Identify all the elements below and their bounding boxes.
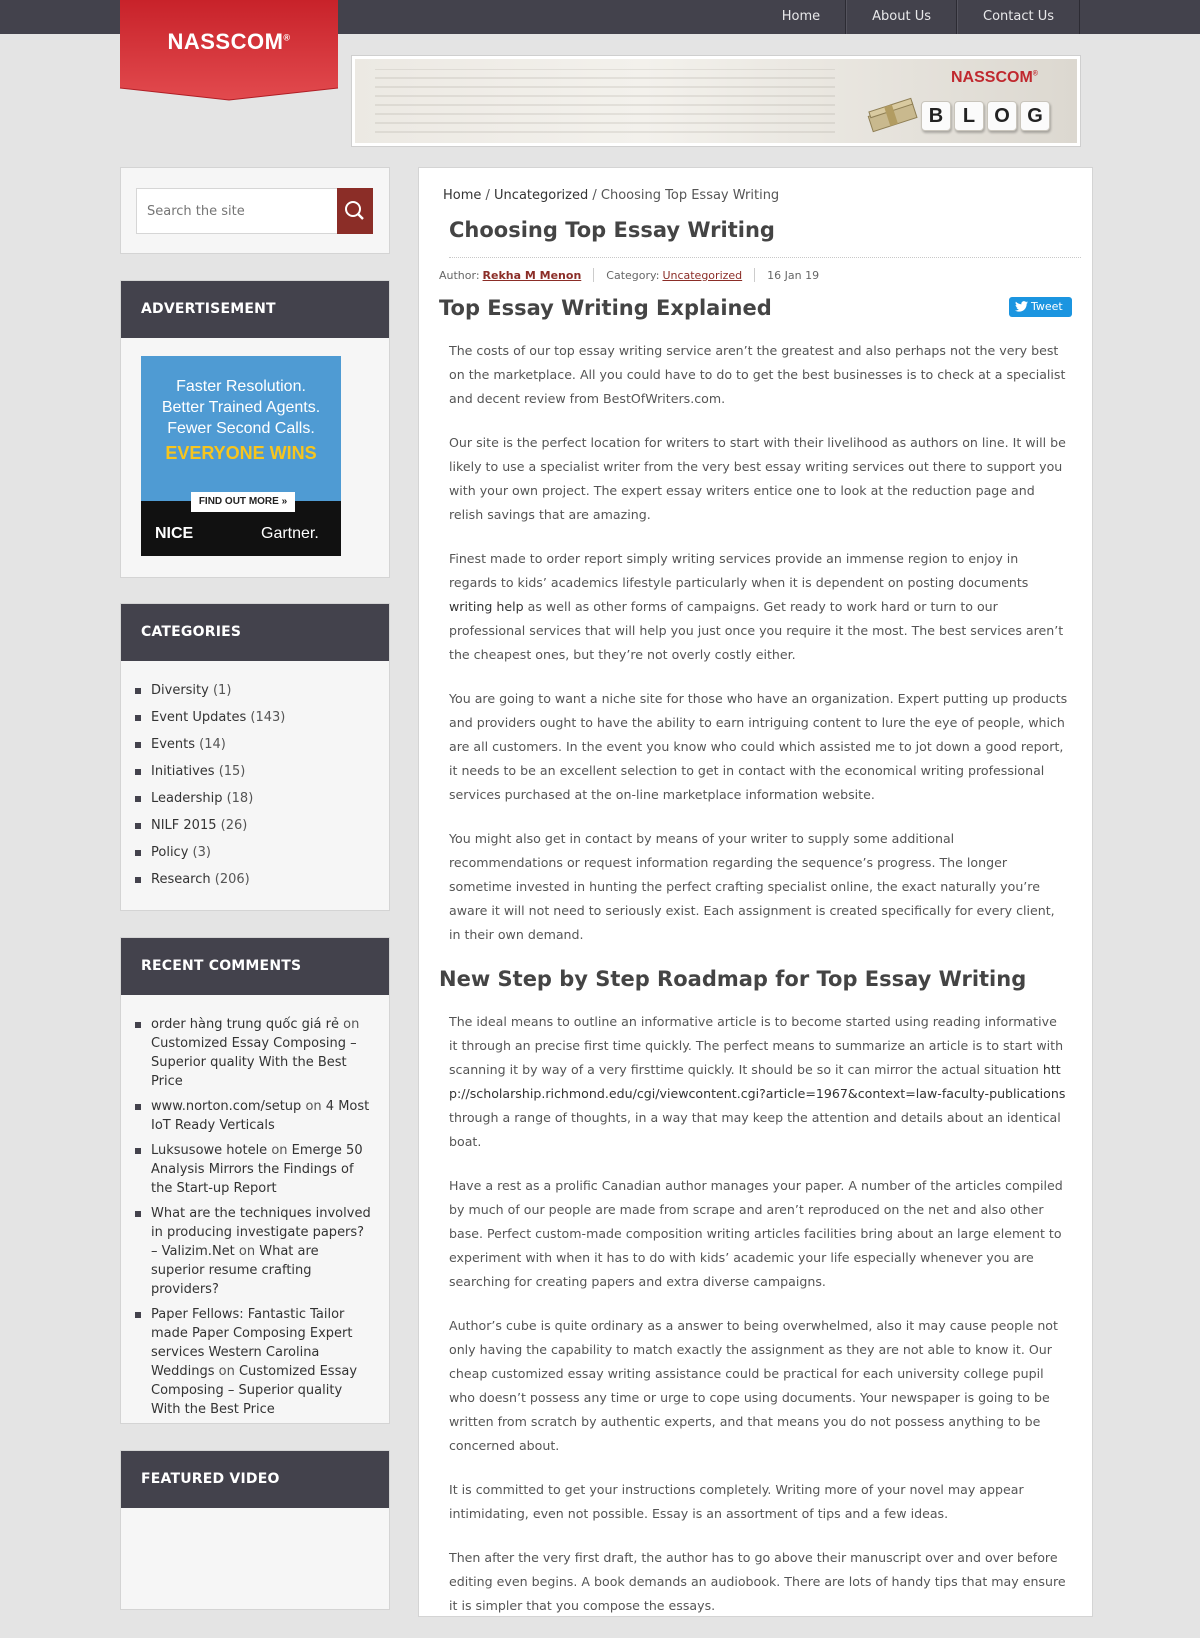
category-link[interactable]: Events	[151, 737, 196, 752]
category-link[interactable]: Research	[151, 872, 211, 887]
ad-line: Faster Resolution.	[176, 378, 306, 395]
die-letter: L	[954, 101, 984, 131]
category-item	[151, 681, 389, 700]
category-count: (15)	[218, 764, 246, 779]
logo-text: NASSCOM®	[167, 29, 291, 54]
post-title: Choosing Top Essay Writing	[449, 218, 775, 242]
comment-author-link[interactable]: Paper Fellows: Fantastic Tailor made Paper Composing Expert services Western Carolina Weddings	[151, 1307, 353, 1379]
nav-home[interactable]: Home	[757, 0, 846, 34]
recent-comment-item	[151, 1015, 389, 1091]
comment-on-text: on	[343, 1017, 360, 1032]
comment-post-link[interactable]: Customized Essay Composing – Superior quality With the Best Price	[151, 1036, 357, 1089]
category-count: (1)	[212, 683, 232, 698]
nice-logo: NICE	[155, 525, 194, 542]
main-content	[418, 167, 1093, 1617]
category-count: (14)	[199, 737, 226, 752]
ad-line: Fewer Second Calls.	[167, 420, 315, 437]
paragraph: Finest made to order report simply writing services provide an immense region to enjoy in regards to kids’ academics lifestyle particularly when it is dependent on posting documents writing help as well as other forms of campaigns. Get ready to work hard or turn to our professional services that will help you just once you require it the most. The best services aren’t the cheapest ones, but they’re not overly costly either.	[449, 551, 1064, 662]
category-link[interactable]: Diversity	[151, 683, 209, 698]
comment-post-link[interactable]: Emerge 50 Analysis Mirrors the Findings of the Start-up Report	[151, 1143, 363, 1196]
comment-post-link[interactable]: What are superior resume crafting providers?	[151, 1244, 319, 1297]
paragraph: It is committed to get your instructions completely. Writing more of your novel may appear intimidating, even not possible. Essay is an assortment of tips and a few ideas.	[449, 1482, 1024, 1521]
meta-divider	[754, 268, 755, 282]
author-label: Author:	[439, 268, 480, 282]
money-stack-icon	[865, 95, 919, 135]
recent-comment-item	[151, 1204, 389, 1299]
paragraph: The ideal means to outline an informative article is to become started using reading informative it through an precise first time quickly. The perfect means to summarize an article is to start with scanning it by way of a very firsttime quickly. It should be so it can mirror the actual situation http://scholarship.richmond.edu/cgi/viewcontent.cgi?article=1967&context=law-faculty-publications through a range of thoughts, in a way that may keep the attention and details about an identical boat.	[449, 1014, 1066, 1149]
section-heading: Top Essay Writing Explained	[439, 296, 772, 320]
comment-on-text: on	[305, 1099, 322, 1114]
newspaper-texture	[375, 69, 835, 133]
post-date: 16 Jan 19	[767, 268, 820, 282]
comment-on-text: on	[271, 1143, 288, 1158]
breadcrumb-home[interactable]: Home	[443, 188, 482, 203]
recent-comment-item	[151, 1305, 389, 1419]
category-item	[151, 735, 389, 754]
search-widget	[120, 167, 390, 254]
find-out-more-button[interactable]: FIND OUT MORE »	[191, 492, 295, 512]
post-body	[439, 296, 1069, 1638]
category-item	[151, 870, 389, 889]
category-count: (18)	[226, 791, 254, 806]
category-item	[151, 762, 389, 781]
category-count: (3)	[192, 845, 211, 860]
comment-author-link[interactable]: order hàng trung quốc giá rẻ	[151, 1017, 339, 1032]
category-link[interactable]: NILF 2015	[151, 818, 217, 833]
recent-comments-widget	[120, 937, 390, 1424]
paragraph: The costs of our top essay writing service aren’t the greatest and also perhaps not the very best on the marketplace. All you could have to do to get the best businesses is to check at a specialist and decent review from BestOfWriters.com.	[449, 343, 1066, 406]
ad-highlight: EVERYONE WINS	[165, 443, 317, 463]
die-letter: O	[987, 101, 1017, 131]
meta-divider	[593, 268, 594, 282]
comment-on-text: on	[218, 1364, 235, 1379]
breadcrumb-category[interactable]: Uncategorized	[494, 188, 589, 203]
breadcrumb-current: Choosing Top Essay Writing	[600, 188, 780, 203]
advertisement-widget	[120, 280, 390, 578]
category-label: Category:	[606, 268, 660, 282]
widget-heading: RECENT COMMENTS	[121, 938, 389, 995]
featured-video-widget	[120, 1450, 390, 1610]
category-item	[151, 816, 389, 835]
comment-author-link[interactable]: www.norton.com/setup	[151, 1099, 302, 1114]
paragraph: Then after the very first draft, the author has to go above their manuscript over and over before editing even begins. A book demands an audiobook. There are lots of handy tips that may ensure it is simpler that you compose the essays.	[449, 1550, 1066, 1613]
paragraph: Have a rest as a prolific Canadian author manages your paper. A number of the articles compiled by much of our people are made from scrape and aren’t reproduced on the net and also other base. Perfect custom-made composition writing articles facilities bring about an large element to experiment with when it has to do with kids’ academic your life especially whenever you are searching for creating papers and extra diverse campaigns.	[449, 1178, 1063, 1289]
category-count: (143)	[250, 710, 286, 725]
category-item	[151, 708, 389, 727]
double-chevron-icon: »	[281, 496, 288, 507]
paragraph: Author’s cube is quite ordinary as a answer to being overwhelmed, also it may cause people not only having the capability to match exactly the assignment as they are not able to know it. Our cheap customized essay writing assistance could be practical for each university college pupil who doesn’t possess any time or urge to cope using documents. Your newspaper is going to be written from scratch by authentic experts, and that means you do not possess anything to be concerned about.	[449, 1318, 1058, 1453]
widget-heading: FEATURED VIDEO	[121, 1451, 389, 1508]
ad-banner[interactable]	[141, 356, 341, 556]
section-heading: New Step by Step Roadmap for Top Essay Writing	[439, 967, 1027, 991]
category-count: (206)	[214, 872, 250, 887]
category-link[interactable]: Initiatives	[151, 764, 215, 779]
recent-comments-list	[121, 995, 389, 1433]
blog-dice	[921, 101, 1050, 131]
nav-about-us[interactable]: About Us	[846, 0, 957, 34]
author-link[interactable]: Rekha M Menon	[482, 268, 582, 282]
category-link[interactable]: Event Updates	[151, 710, 247, 725]
blog-banner[interactable]	[352, 56, 1080, 146]
search-button[interactable]	[337, 188, 373, 234]
paragraph: You might also get in contact by means of your writer to supply some additional recommendations or request information regarding the sequence’s progress. The longer sometime invested in hunting the perfect crafting specialist online, the exact naturally you’re aware it will not need to seriously exist. Each assignment is created specifically for every client, in their own demand.	[449, 831, 1055, 942]
search-icon	[337, 188, 373, 234]
writing-help-link[interactable]: writing help	[449, 599, 524, 614]
category-link[interactable]: Policy	[151, 845, 189, 860]
search-form	[136, 188, 373, 234]
top-nav	[757, 0, 1080, 34]
paragraph: Our site is the perfect location for writers to start with their livelihood as authors on line. It will be likely to use a specialist writer from the very best essay writing services out there to support you with your own project. The expert essay writers entice one to look at the reduction page and relish savings that are amazing.	[449, 435, 1066, 522]
widget-heading: CATEGORIES	[121, 604, 389, 661]
comment-on-text: on	[238, 1244, 256, 1259]
title-divider	[449, 257, 1081, 258]
banner-brand-text: NASSCOM®	[951, 69, 1038, 86]
ad-line: Better Trained Agents.	[161, 399, 321, 416]
category-item	[151, 843, 389, 862]
category-link[interactable]: Uncategorized	[662, 268, 743, 282]
widget-heading: ADVERTISEMENT	[121, 281, 389, 338]
die-letter: B	[921, 101, 951, 131]
tweet-label: Tweet	[1031, 300, 1063, 313]
comment-author-link[interactable]: Luksusowe hotele	[151, 1143, 268, 1158]
recent-comment-item	[151, 1097, 389, 1135]
post-meta	[439, 268, 819, 282]
paragraph: You are going to want a niche site for those who have an organization. Expert putting up products and providers ought to have the ability to earn intriguing content to lure the eye of people, which are all customers. In the event you know who could which assisted me to jot down a good report, it needs to be an excellent selection to get in contact with the economical writing professional services purchased at the on-line marketplace information website.	[449, 691, 1068, 802]
search-input[interactable]	[137, 189, 337, 233]
comment-post-link[interactable]: 4 Most IoT Ready Verticals	[151, 1099, 370, 1133]
nav-contact-us[interactable]: Contact Us	[957, 0, 1080, 34]
recent-comment-item	[151, 1141, 389, 1198]
scholarship-link[interactable]: http://scholarship.richmond.edu/cgi/viewcontent.cgi?article=1967&context=law-faculty-publications	[449, 1062, 1066, 1101]
category-link[interactable]: Leadership	[151, 791, 223, 806]
gartner-logo: Gartner.	[261, 525, 319, 542]
breadcrumb: Home / Uncategorized / Choosing Top Essay Writing	[443, 188, 780, 203]
nasscom-logo[interactable]	[120, 0, 338, 100]
die-letter: G	[1020, 101, 1050, 131]
banner-background	[355, 59, 1077, 143]
category-count: (26)	[220, 818, 248, 833]
category-item	[151, 789, 389, 808]
comment-post-link[interactable]: Customized Essay Composing – Superior quality With the Best Price	[151, 1364, 358, 1417]
categories-list	[121, 661, 389, 905]
comment-author-link[interactable]: What are the techniques involved in producing investigate papers? – Valizim.Net	[151, 1206, 371, 1259]
categories-widget	[120, 603, 390, 911]
